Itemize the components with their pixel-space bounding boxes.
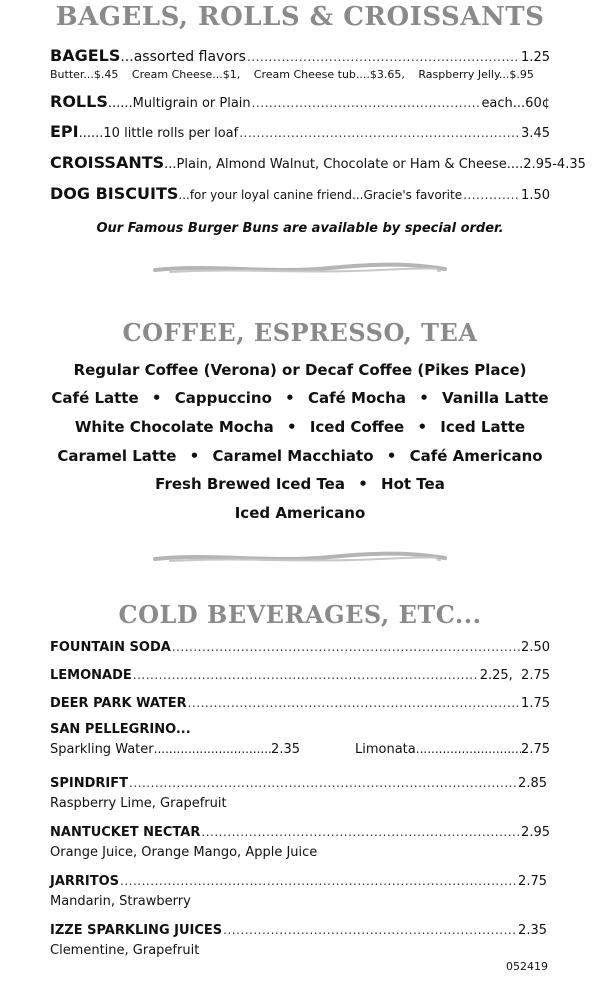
jarritos-price: 2.75 — [518, 874, 547, 889]
bagels-price: 1.25 — [521, 50, 550, 65]
white-chocolate-mocha: White Chocolate Mocha — [74, 418, 274, 436]
fresh-brewed-iced-tea: Fresh Brewed Iced Tea — [155, 475, 345, 493]
nantucket-name: NANTUCKET NECTAR — [50, 825, 201, 840]
san-pellegrino-row — [50, 722, 550, 737]
spindrift-price: 2.85 — [518, 776, 547, 791]
spindrift-flavors: Raspberry Lime, Grapefruit — [50, 796, 227, 811]
bullet-separator: • — [417, 418, 428, 436]
rolls-price: each...60¢ — [481, 96, 550, 111]
dog-biscuits-name: DOG BISCUITS — [50, 184, 179, 203]
bullet-separator: • — [419, 389, 429, 407]
dog-biscuits-row — [50, 184, 550, 203]
fountain-soda-name: FOUNTAIN SODA — [50, 640, 171, 655]
epi-row — [50, 122, 550, 141]
coffee-line-4 — [0, 447, 600, 465]
addon-butter: Butter...$.45 — [50, 68, 119, 81]
dot-leader — [463, 188, 520, 202]
croissants-row — [50, 153, 586, 172]
spindrift-name: SPINDRIFT — [50, 776, 128, 791]
lemonade-price: 2.25, 2.75 — [479, 668, 550, 683]
limonata-price: 2.75 — [521, 742, 550, 757]
dot-leader — [239, 126, 520, 140]
jarritos-name: JARRITOS — [50, 874, 120, 889]
dot-leader — [188, 696, 520, 710]
rolls-name: ROLLS — [50, 92, 108, 111]
lemonade-row — [50, 668, 550, 683]
cappuccino: Cappuccino — [174, 389, 272, 407]
deer-park-name: DEER PARK WATER — [50, 696, 187, 711]
hot-tea: Hot Tea — [381, 475, 445, 493]
dog-biscuits-desc: ...for your loyal canine friend...Gracie's favorite — [178, 188, 463, 202]
cafe-mocha: Café Mocha — [307, 389, 406, 407]
deer-park-row — [50, 696, 550, 711]
bullet-separator: • — [286, 418, 297, 436]
iced-coffee: Iced Coffee — [309, 418, 405, 436]
lemonade-name: LEMONADE — [50, 668, 132, 683]
cafe-americano: Café Americano — [409, 447, 543, 465]
dot-leader — [252, 96, 481, 110]
dog-biscuits-price: 1.50 — [521, 188, 550, 203]
bullet-separator: • — [285, 389, 295, 407]
epi-name: EPI — [50, 122, 79, 141]
brush-divider — [150, 262, 450, 276]
dot-leader — [133, 668, 479, 682]
sparkling-water-row — [50, 742, 300, 757]
izze-flavors: Clementine, Grapefruit — [50, 943, 200, 958]
coffee-line-1: Regular Coffee (Verona) or Decaf Coffee (Pikes Place) — [73, 361, 527, 379]
limonata-label: Limonata — [355, 742, 416, 757]
dot-leader — [120, 874, 517, 888]
fountain-soda-price: 2.50 — [521, 640, 550, 655]
jarritos-flavors: Mandarin, Strawberry — [50, 894, 191, 909]
coffee-line-3 — [0, 418, 600, 436]
izze-price: 2.35 — [518, 923, 547, 938]
coffee-line-2 — [0, 389, 600, 407]
nantucket-row — [50, 825, 550, 840]
coffee-line-6: Iced Americano — [234, 504, 366, 522]
coffee-section-title: COFFEE, ESPRESSO, TEA — [122, 318, 478, 347]
menu-version-code: 052419 — [506, 960, 548, 973]
croissants-desc: ...Plain, Almond Walnut, Chocolate or Ham & Cheese....2.95-4.35 — [164, 157, 586, 172]
sparkling-water-price: 2.35 — [271, 742, 300, 757]
epi-price: 3.45 — [521, 126, 550, 141]
nantucket-price: 2.95 — [521, 825, 550, 840]
addon-cream-cheese: Cream Cheese...$1, — [131, 68, 241, 81]
bagel-addons — [50, 68, 544, 81]
dot-leader — [172, 640, 520, 654]
fountain-soda-row — [50, 640, 550, 655]
bagels-row — [50, 46, 550, 65]
iced-latte: Iced Latte — [440, 418, 526, 436]
bullet-separator: • — [151, 389, 162, 407]
addon-cream-cheese-tub: Cream Cheese tub....$3.65, — [253, 68, 405, 81]
brush-divider — [150, 551, 450, 565]
dot-leader — [154, 742, 271, 756]
jarritos-row — [50, 874, 550, 889]
vanilla-latte: Vanilla Latte — [442, 389, 549, 407]
bullet-separator: • — [189, 447, 200, 465]
spindrift-row — [50, 776, 550, 791]
croissants-name: CROISSANTS — [50, 153, 165, 172]
burger-buns-note: Our Famous Burger Buns are available by special order. — [96, 221, 504, 236]
bullet-separator: • — [358, 475, 368, 493]
deer-park-price: 1.75 — [521, 696, 550, 711]
izze-name: IZZE SPARKLING JUICES — [50, 923, 223, 938]
dot-leader — [416, 742, 521, 756]
bagels-desc: ...assorted flavors — [120, 49, 246, 65]
limonata-row — [355, 742, 550, 757]
dot-leader — [129, 776, 517, 790]
rolls-desc: ......Multigrain or Plain — [107, 96, 251, 111]
bagels-section-title: BAGELS, ROLLS & CROISSANTS — [55, 2, 545, 32]
rolls-row — [50, 92, 550, 111]
cold-section-title: COLD BEVERAGES, ETC... — [118, 600, 482, 629]
bagels-name: BAGELS — [50, 46, 121, 65]
izze-row — [50, 923, 550, 938]
dot-leader — [201, 825, 520, 839]
dot-leader — [223, 923, 517, 937]
epi-desc: ......10 little rolls per loaf — [78, 126, 239, 141]
addon-raspberry-jelly: Raspberry Jelly...$.95 — [418, 68, 534, 81]
sparkling-water-label: Sparkling Water — [50, 742, 154, 757]
caramel-latte: Caramel Latte — [57, 447, 177, 465]
caramel-macchiato: Caramel Macchiato — [212, 447, 374, 465]
dot-leader — [247, 50, 520, 64]
cafe-latte: Café Latte — [51, 389, 139, 407]
nantucket-flavors: Orange Juice, Orange Mango, Apple Juice — [50, 845, 318, 860]
san-pellegrino-name: SAN PELLEGRINO... — [50, 722, 191, 737]
bullet-separator: • — [386, 447, 397, 465]
coffee-line-5 — [0, 475, 600, 493]
